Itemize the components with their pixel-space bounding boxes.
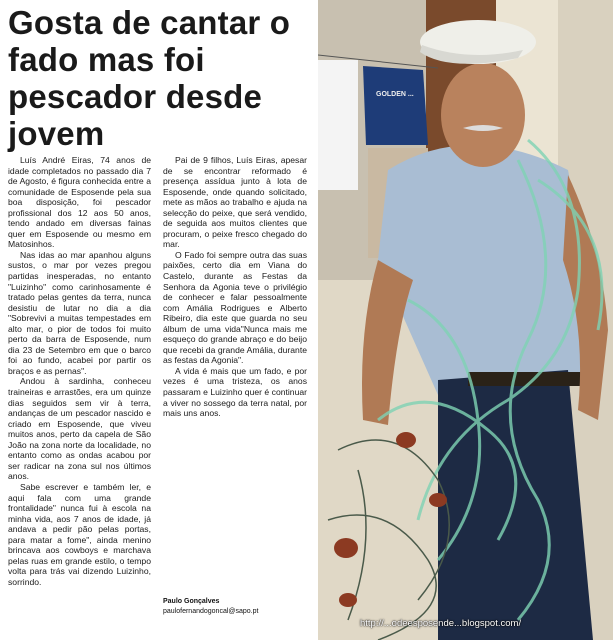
paragraph: O Fado foi sempre outra das suas paixões, certo dia em Viana do Castelo, durante as Festas da Senhora da Agonia teve o privilégio de conhecer e falar pessoalmente com Amália Rodrigues e Alberto Ribeiro, dia este que guarda no seu álbum de uma vida"Nunca mais me esqueço do grande abraço e do beijo que recebi da grande Amália, durante as festas da Agonia". (163, 249, 307, 366)
author-email: paulofernandogoncal@sapo.pt (163, 608, 259, 615)
paragraph: Nas idas ao mar apanhou alguns sustos, o mar por vezes pregou partidas inesperadas, no entanto "Luizinho" como carinhosamente é tratado pelas gentes da terra, nunca desistiu de lutar no dia a dia "Sobrevivi a muitas tempestades em alto mar, o pior de todos foi muito perto da barra de Esposende, num dia 23 de Setembro em que o barco foi ao fundo, acabei por partir os braços e as pernas". (8, 249, 151, 376)
headline: Gosta de cantar o fado mas foi pescador desde jovem (8, 4, 291, 152)
paragraph: Sabe escrever e também ler, e aqui fala com uma grande frontalidade" nunca fui à escola na minha vida, aos 7 anos de idade, já andava a pedir pão pelas portas, para matar a fome", ainda menino brincava aos cowboys e marchava pelas ruas em grande estilo, o tempo volta para trás vai dizendo Luizinho, sorrindo. (8, 481, 151, 587)
byline (163, 597, 313, 617)
author-name: Paulo Gonçalves (163, 598, 220, 605)
shirt-print-text: GOLDEN ... (376, 91, 414, 98)
fisherman-photo (318, 0, 613, 640)
paragraph: Andou à sardinha, conheceu traineiras e arrastões, era um quinze dias seguidos sem vir à terra, andanças de um pescador nascido e criado em Esposende, que viveu muitos anos, perto da capela de São João na zona norte da localidade, no entanto como as ondas acabou por ser radicar na zona sul nos últimos anos. (8, 376, 151, 482)
face (441, 63, 525, 167)
hanging-shirt (363, 66, 428, 145)
hanging-towel (318, 60, 358, 190)
blog-watermark: http://...odeesposende...blogspot.com/ (360, 618, 522, 629)
paragraph: Luís André Eiras, 74 anos de idade completados no passado dia 7 de Agosto, é figura conhecida entre a comunidade de Esposende pela sua boa disposição, foi pescador profissional dos 12 aos 50 anos, tendo andado em diversas fainas quer em Esposende ou mesmo em Matosinhos. (8, 155, 151, 250)
paragraph: A vida é mais que um fado, e por vezes é uma tristeza, os anos passaram e Luizinho quer é continuar a viver no sossego da terra natal, por mais uns anos. (163, 365, 307, 419)
photo-illustration (318, 0, 613, 640)
article-column-1 (8, 155, 151, 587)
paragraph: Pai de 9 filhos, Luís Eiras, apesar de se encontrar reformado é presença assídua junto à lota de Esposende, onde quando solicitado, mete as mãos ao trabalho e ajuda na selecção do peixe, que será vendido, de seguida aos muitos clientes que procuram, o peixe fresco chegado do mar. (163, 155, 307, 250)
article-column-2 (163, 155, 307, 419)
